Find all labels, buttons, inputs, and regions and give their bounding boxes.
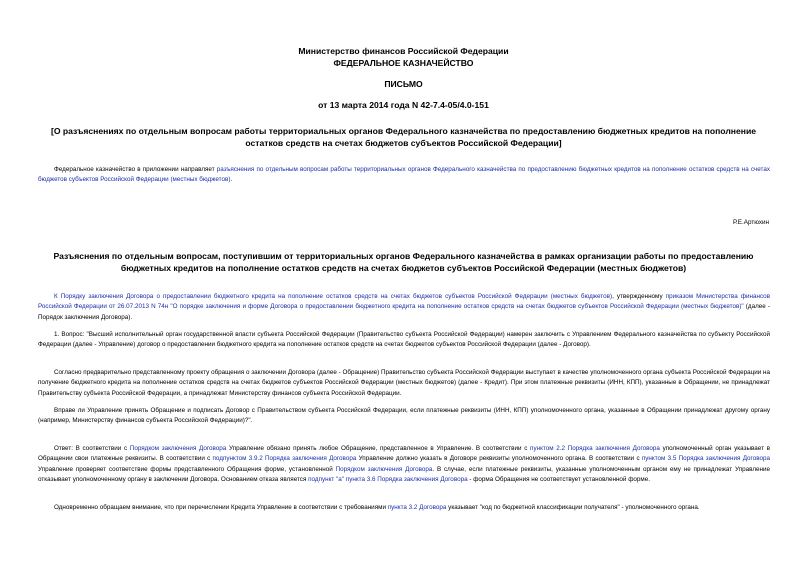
basis-text: , утвержденному [612, 293, 666, 300]
answer-link-procedure[interactable]: Порядком заключения Договора [129, 445, 227, 452]
appendix-title: Разъяснения по отдельным вопросам, поступившим от территориальных органов Федерального казначейства в рамках организации работы по предоставлению бюджетных кредитов на пополнение остатков средств на счетах бюджетов субъектов Российской Федерации (местных бюджетов) [53, 251, 754, 273]
ministry-name: Министерство финансов Российской Федерации [298, 46, 509, 56]
paragraph-answer [38, 444, 770, 486]
paragraph-context: Согласно предварительно представленному проекту обращения о заключении Договора (далее - Обращение) Правительство субъекта Российской Федерации выступает в качестве уполномоченного органа субъекта Российской Федерации на получение бюджетного кредита на пополнение остатков средств на счетах бюджетов субъектов Российской Федерации (местных бюджетов) (далее - Кредит). При этом платежные реквизиты (ИНН, КПП), указанные в Обращении, не принадлежат Правительству субъекта Российской Федерации, а принадлежат Министерству финансов субъекта Российской Федерации. [38, 369, 770, 397]
procedure-link[interactable]: К Порядку заключения Договора о предоставлении бюджетного кредита на пополнение остатков средств на счетах бюджетов субъектов Российской Федерации (местных бюджетов) [54, 293, 613, 300]
answer-link-subpoint-a[interactable]: подпункт "а" пункта 3.6 Порядка заключения Договора [308, 476, 468, 484]
answer-link-point-2-2[interactable]: пунктом 2.2 Порядка заключения Договора [530, 445, 660, 452]
note-text-1: Одновременно обращаем внимание, что при перечислении Кредита Управление в соответствии с требованиями [54, 504, 388, 511]
document-subject: [О разъяснениях по отдельным вопросам работы территориальных органов Федерального казначейства по предоставлению бюджетных кредитов на пополнение остатков средств на счетах бюджетов субъектов Российской Федерации] [50, 126, 757, 148]
agency-name: ФЕДЕРАЛЬНОЕ КАЗНАЧЕЙСТВО [333, 58, 474, 68]
paragraph-question: 1. Вопрос: "Высший исполнительный орган государственной власти субъекта Российской Федерации (Правительство субъекта Российской Федерации) намерен заключить с Управлением Федерального казначейства по субъекту Российской Федерации (далее - Управление) договор о предоставлении бюджетного кредита на пополнение остатков средств на счетах бюджетов субъектов Российской Федерации (далее - Договор). [38, 331, 770, 349]
document-date-number: от 13 марта 2014 года N 42-7.4-05/4.0-151 [318, 100, 489, 110]
intro-end: . [230, 176, 233, 184]
note-text-2: указывает "код по бюджетной классификации получателя" - уполномоченного органа. [446, 504, 700, 511]
answer-link-point-3-5[interactable]: пунктом 3.5 Порядка заключения Договора [641, 455, 770, 463]
answer-text-5: Управление проверяет соответствие формы представленного Обращения форме, установленной [38, 465, 336, 473]
document-type: ПИСЬМО [384, 79, 423, 89]
signature: Р.Е.Артюхин [733, 219, 769, 226]
paragraph-basis [38, 292, 770, 323]
answer-text-1: Ответ: В соответствии с [54, 445, 130, 452]
answer-text-3: уполномоченный орган указывает в Обращении свои платежные реквизиты. В соответствии с [38, 445, 771, 463]
intro-link[interactable]: разъяснения по отдельным вопросам работы территориальных органов Федерального казначейства по предоставлению бюджетных кредитов на пополнение остатков средств на счетах бюджетов субъектов Российской Федерации (местных бюджетов) [38, 166, 770, 184]
note-link-point-3-2[interactable]: пункта 3.2 Договора [387, 504, 447, 511]
paragraph-note [38, 503, 770, 513]
answer-text-6: . В случае, если платежные реквизиты, указанные уполномоченным органом ему не принадлежат Управление отказывает уполномоченному органу в заключении Договора. Основанием отказа является [38, 465, 770, 484]
basis-end: (далее - Порядок заключения Договора). [38, 303, 770, 321]
answer-link-procedure-2[interactable]: Порядком заключения Договора [335, 465, 433, 473]
intro-text: Федеральное казначейство в приложении направляет [54, 166, 217, 173]
paragraph-question-end: Вправе ли Управление принять Обращение и подписать Договор с Правительством субъекта Российской Федерации, если платежные реквизиты (ИНН, КПП) уполномоченного органа, указанные в Обращении принадлежат другому органу (например, Министерству финансов субъекта Российской Федерации)?". [38, 407, 770, 425]
answer-text-2: Управление обязано принять любое Обращение, представленное в Управление. В соответствии с [226, 445, 531, 452]
answer-link-subpoint-3-9-2[interactable]: подпунктом 3.9.2 Порядка заключения Договора [212, 455, 357, 463]
order-link[interactable]: приказом Министерства финансов Российской Федерации от 26.07.2013 N 74н "О порядке заключения и форме Договора о предоставлении бюджетного кредита на пополнение остатков средств на счетах бюджетов субъектов Российской Федерации (местных бюджетов)" [38, 293, 771, 311]
intro-paragraph [38, 165, 770, 186]
answer-text-4: Управление должно указать в Договоре реквизиты уполномоченного органа. В соответствии с [356, 455, 642, 463]
answer-text-7: - форма Обращения не соответствует установленной форме. [467, 476, 650, 484]
